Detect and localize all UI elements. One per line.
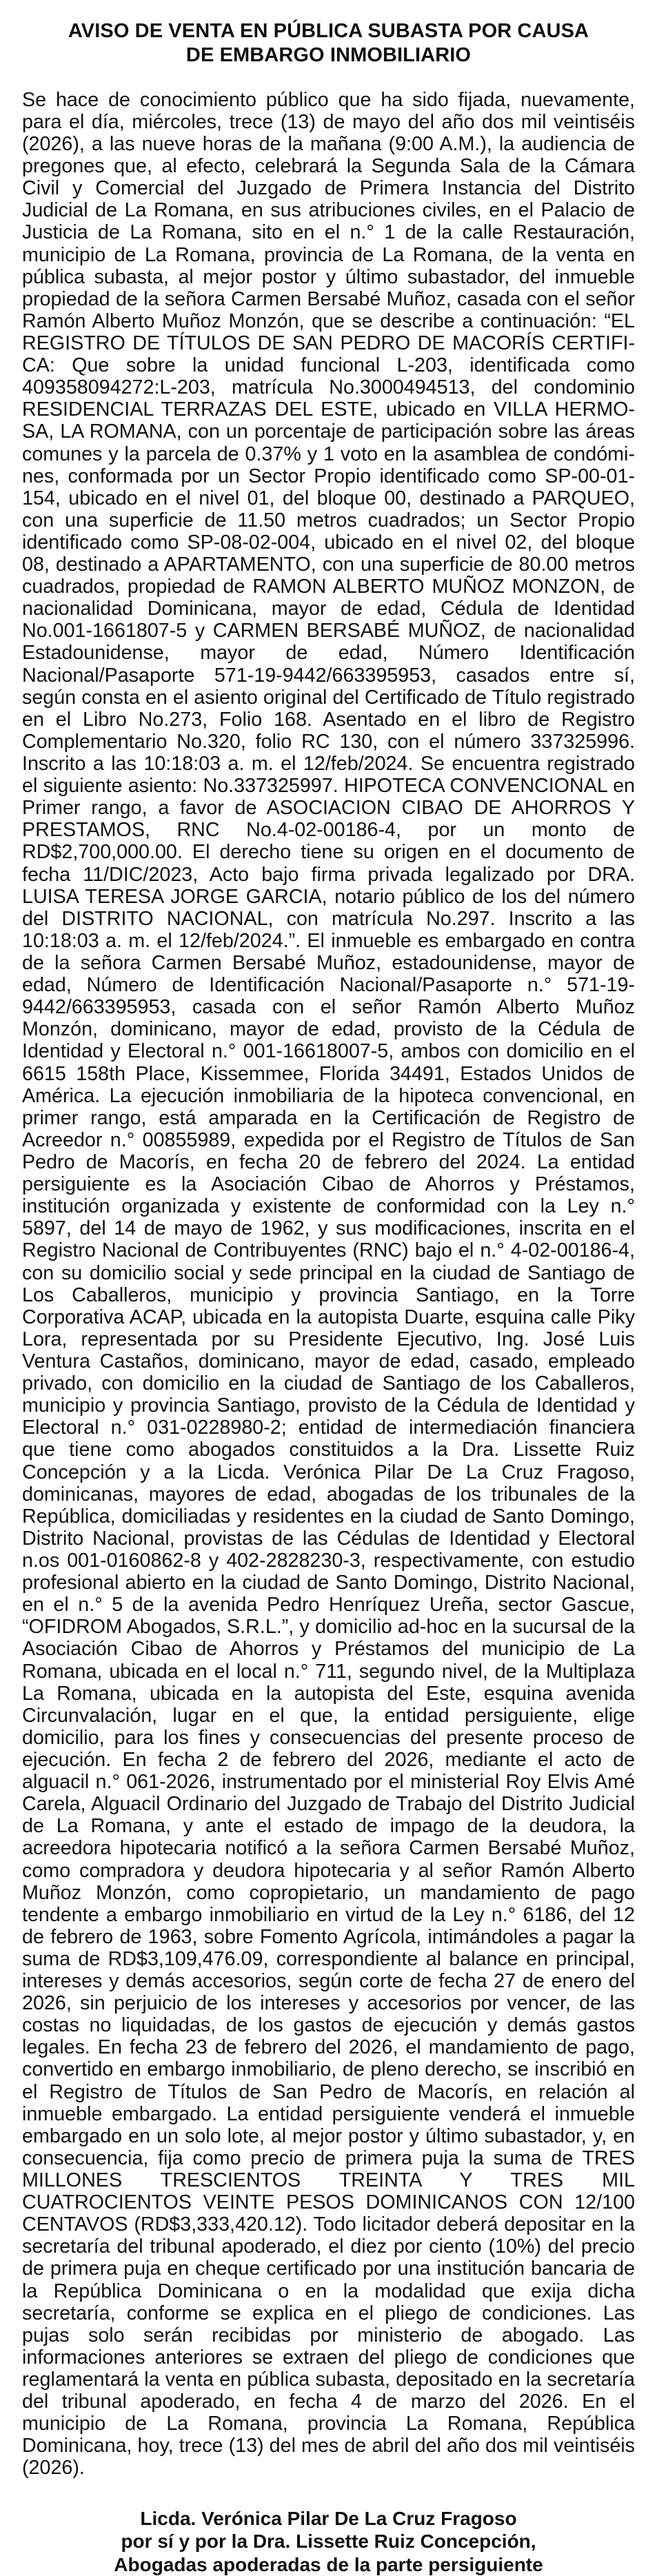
- notice-title: [22, 19, 635, 68]
- notice-body: Se hace de conocimiento público que ha sido fijada, nuevamente, para el día, miércoles, trece (13) de mayo del año dos mil veintiséis (2026), a las nueve horas de la mañana (9:00 A.M.), la audiencia de pregones que, al efecto, celebrará la Segunda Sala de la Cámara Civil y Comercial del Juzgado de Primera Instancia del Distrito Judicial de La Romana, en sus atribuciones civiles, en el Palacio de Justicia de La Romana, sito en el n.° 1 de la calle Restauración, municipio de La Romana, provincia de La Romana, de la venta en pública subasta, al mejor postor y último subastador, del inmueble propiedad de la señora Carmen Bersabé Muñoz, casada con el señor Ramón Alberto Muñoz Monzón, que se describe a continuación: “EL REGISTRO DE TÍTULOS DE SAN PEDRO DE MACORÍS CERTIFICA: Que sobre la unidad funcional L-203, identificada como 409358094272:L-203, matrícula No.3000494513, del condominio RESIDENCIAL TERRAZAS DEL ESTE, ubicado en VILLA HERMOSA, LA ROMANA, con un porcentaje de participación sobre las áreas comunes y la parcela de 0.37% y 1 voto en la asamblea de condómines, conformada por un Sector Propio identificado como SP-00-01-154, ubicado en el nivel 01, del bloque 00, destinado a PARQUEO, con una superficie de 11.50 metros cuadrados; un Sector Propio identificado como SP-08-02-004, ubicado en el nivel 02, del bloque 08, destinado a APARTAMENTO, con una superficie de 80.00 metros cuadrados, propiedad de RAMON ALBERTO MUÑOZ MONZON, de nacionalidad Dominicana, mayor de edad, Cédula de Identidad No.001-1661807-5 y CARMEN BERSABÉ MUÑOZ, de nacionalidad Estadounidense, mayor de edad, Número Identificación Nacional/Pasaporte 571-19-9442/663395953, casados entre sí, según consta en el asiento original del Certificado de Título registrado en el Libro No.273, Folio 168. Asentado en el libro de Registro Complementario No.320, folio RC 130, con el número 337325996. Inscrito a las 10:18:03 a. m. el 12/feb/2024. Se encuentra registrado el siguiente asiento: No.337325997. HIPOTECA CONVENCIONAL en Primer rango, a favor de ASOCIACION CIBAO DE AHORROS Y PRESTAMOS, RNC No.4-02-00186-4, por un monto de RD$2,700,000.00. El derecho tiene su origen en el documento de fecha 11/DIC/2023, Acto bajo firma privada legalizado por DRA. LUISA TERESA JORGE GARCIA, notario público de los del número del DISTRITO NACIONAL, con matrícula No.297. Inscrito a las 10:18:03 a. m. el 12/feb/2024.”. El inmueble es embargado en contra de la señora Carmen Bersabé Muñoz, estadounidense, mayor de edad, Número de Identificación Nacional/Pasaporte n.° 571-19-9442/663395953, casada con el señor Ramón Alberto Muñoz Monzón, dominicano, mayor de edad, provisto de la Cédula de Identidad y Electoral n.° 001-16618007-5, ambos con domicilio en el 6615 158th Place, Kissemmee, Florida 34491, Estados Unidos de América. La ejecución inmobiliaria de la hipoteca convencional, en primer rango, está amparada en la Certificación de Registro de Acreedor n.° 00855989, expedida por el Registro de Títulos de San Pedro de Macorís, en fecha 20 de febrero del 2024. La entidad persiguiente es la Asociación Cibao de Ahorros y Préstamos, institución organizada y existente de conformidad con la Ley n.° 5897, del 14 de mayo de 1962, y sus modificaciones, inscrita en el Registro Nacional de Contribuyentes (RNC) bajo el n.° 4-02-00186-4, con su domicilio social y sede principal en la ciudad de Santiago de Los Caballeros, municipio y provincia Santiago, en la Torre Corporativa ACAP, ubicada en la autopista Duarte, esquina calle Piky Lora, representada por su Presidente Ejecutivo, Ing. José Luis Ventura Castaños, dominicano, mayor de edad, casado, empleado privado, con domicilio en la ciudad de Santiago de los Caballeros, municipio y provincia Santiago, provisto de la Cédula de Identidad y Electoral n.° 031-0228980-2; entidad de intermediación financiera que tiene como abogados constituidos a la Dra. Lissette Ruiz Concepción y a la Licda. Verónica Pilar De La Cruz Fragoso, dominicanas, mayores de edad, abogadas de los tribunales de la República, domiciliadas y residentes en la ciudad de Santo Domingo, Distrito Nacional, provistas de las Cédulas de Identidad y Electoral n.os 001-0160862-8 y 402-2828230-3, respectivamente, con estudio profesional abierto en la ciudad de Santo Domingo, Distrito Nacional, en el n.° 5 de la avenida Pedro Henríquez Ureña, sector Gascue, “OFIDROM Abogados, S.R.L.”, y domicilio ad-hoc en la sucursal de la Asociación Cibao de Ahorros y Préstamos del municipio de La Romana, ubicada en el local n.° 711, segundo nivel, de la Multiplaza La Romana, ubicada en la autopista del Este, esquina avenida Circunvalación, lugar en el que, la entidad persiguiente, elige domicilio, para los fines y consecuencias del presente proceso de ejecución. En fecha 2 de febrero del 2026, mediante el acto de alguacil n.° 061-2026, instrumentado por el ministerial Roy Elvis Amé Carela, Alguacil Ordinario del Juzgado de Trabajo del Distrito Judicial de La Romana, y ante el estado de impago de la deudora, la acreedora hipotecaria notificó a la señora Carmen Bersabé Muñoz, como compradora y deudora hipotecaria y al señor Ramón Alberto Muñoz Monzón, como copropietario, un mandamiento de pago tendente a embargo inmobiliario en virtud de la Ley n.° 6186, del 12 de febrero de 1963, sobre Fomento Agrícola, intimándoles a pagar la suma de RD$3,109,476.09, correspondiente al balance en principal, intereses y demás accesorios, según corte de fecha 27 de enero del 2026, sin perjuicio de los intereses y accesorios por vencer, de las costas no liquidadas, de los gastos de ejecución y demás gastos legales. En fecha 23 de febrero del 2026, el mandamiento de pago, convertido en embargo inmobiliario, de pleno derecho, se inscribió en el Registro de Títulos de San Pedro de Macorís, en relación al inmueble embargado. La entidad persiguiente venderá el inmueble embargado en un solo lote, al mejor postor y último subastador, y, en consecuencia, fija como precio de primera puja la suma de TRES MILLONES TRESCIENTOS TREINTA Y TRES MIL CUATROCIENTOS VEINTE PESOS DOMINICANOS CON 12/100 CENTAVOS (RD$3,333,420.12). Todo licitador deberá depositar en la secretaría del tribunal apoderado, el diez por ciento (10%) del precio de primera puja en cheque certificado por una institución bancaria de la República Dominicana o en la modalidad que exija dicha secretaría, conforme se explica en el pliego de condiciones. Las pujas solo serán recibidas por ministerio de abogado. Las informaciones anteriores se extraen del pliego de condiciones que reglamentará la venta en pública subasta, depositado en la secretaría del tribunal apoderado, en fecha 4 de marzo del 2026. En el municipio de La Romana, provincia La Romana, República Dominicana, hoy, trece (13) del mes de abril del año dos mil veintiséis (2026).: [22, 88, 635, 2479]
- signature-line-2: por sí y por la Dra. Lissette Ruiz Concepción,: [121, 2531, 536, 2553]
- notice-title-line-1: AVISO DE VENTA EN PÚBLICA SUBASTA POR CAUSA: [68, 20, 589, 42]
- signature-line-1: Licda. Verónica Pilar De La Cruz Fragoso: [140, 2507, 517, 2529]
- signature-block: [22, 2507, 635, 2576]
- signature-line-3: Abogadas apoderadas de la parte persiguiente: [114, 2553, 543, 2575]
- notice-title-line-2: DE EMBARGO INMOBILIARIO: [185, 44, 472, 67]
